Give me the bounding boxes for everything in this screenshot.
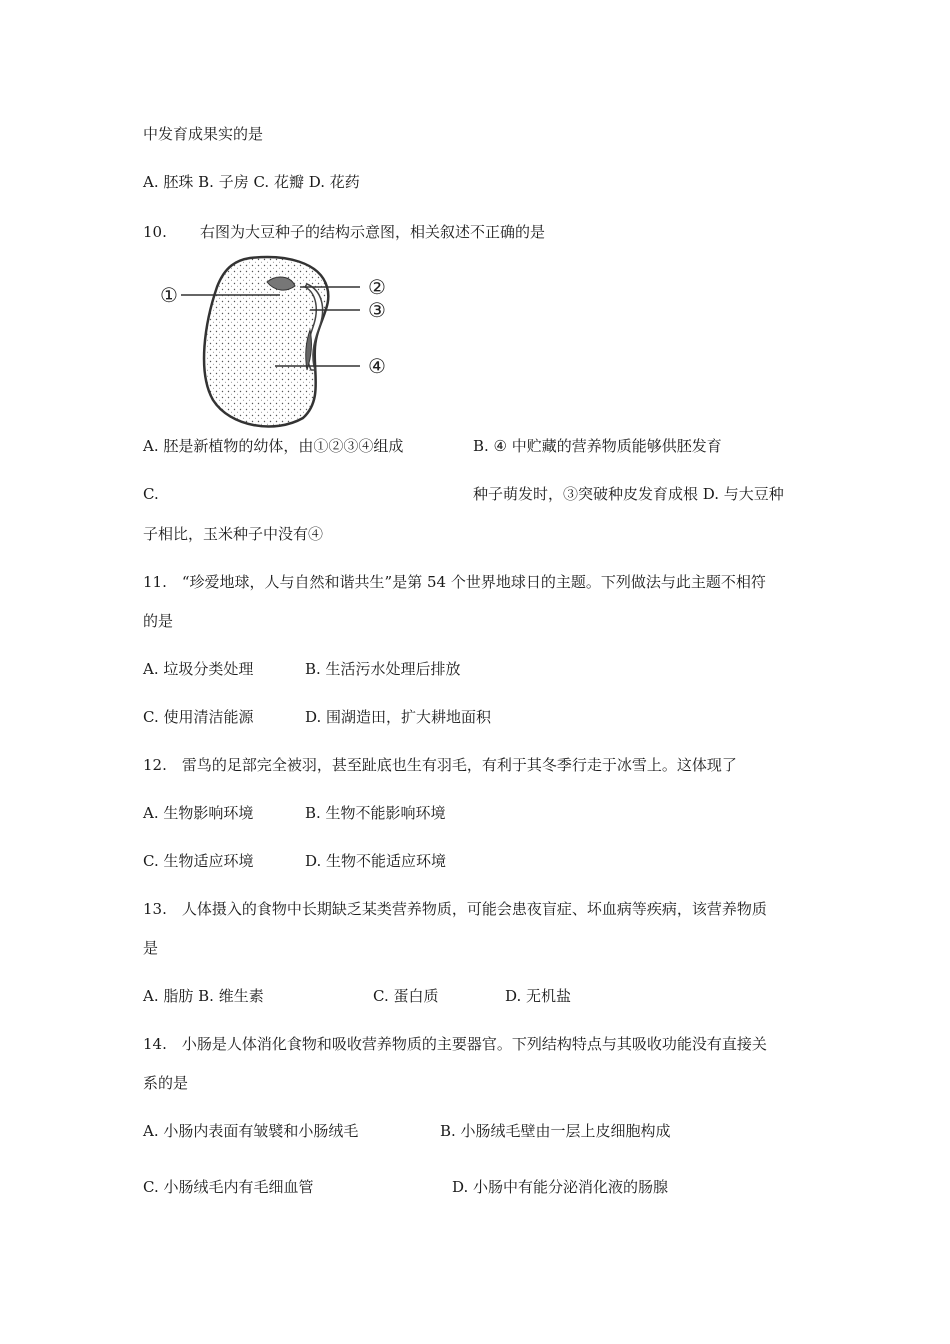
- q13-options-ab: A. 脂肪 B. 维生素: [143, 987, 264, 1005]
- q11-option-a: A. 垃圾分类处理: [143, 660, 254, 678]
- q10-option-b: B. ④ 中贮藏的营养物质能够供胚发育: [473, 437, 722, 455]
- q9-options: A. 胚珠 B. 子房 C. 花瓣 D. 花药: [143, 173, 360, 191]
- q13-option-c: C. 蛋白质: [373, 987, 439, 1005]
- diagram-label-1: ①: [160, 283, 178, 307]
- q13-stem-line1: 13. 人体摄入的食物中长期缺乏某类营养物质，可能会患夜盲症、坏血病等疾病，该营养物质: [143, 900, 767, 918]
- soybean-seed-diagram: [155, 252, 405, 432]
- q12-option-d: D. 生物不能适应环境: [305, 852, 447, 870]
- diagram-label-3: ③: [368, 298, 386, 322]
- q11-option-b: B. 生活污水处理后排放: [305, 660, 461, 678]
- q11-stem-line1: 11. “珍爱地球，人与自然和谐共生”是第 54 个世界地球日的主题。下列做法与此主题不相符: [143, 573, 766, 591]
- q14-stem-line2: 系的是: [143, 1074, 189, 1092]
- diagram-label-2: ②: [368, 275, 386, 299]
- q14-option-b: B. 小肠绒毛壁由一层上皮细胞构成: [440, 1122, 671, 1140]
- q14-option-a: A. 小肠内表面有皱襞和小肠绒毛: [143, 1122, 359, 1140]
- q11-stem-line2: 的是: [143, 612, 174, 630]
- q12-option-b: B. 生物不能影响环境: [305, 804, 446, 822]
- q10-stem: 右图为大豆种子的结构示意图，相关叙述不正确的是: [200, 223, 546, 241]
- q9-continuation: 中发育成果实的是: [143, 125, 264, 143]
- q12-stem: 12. 雷鸟的足部完全被羽，甚至趾底也生有羽毛，有利于其冬季行走于冰雪上。这体现了: [143, 756, 737, 774]
- q13-option-d: D. 无机盐: [505, 987, 572, 1005]
- q14-option-d: D. 小肠中有能分泌消化液的肠腺: [452, 1178, 669, 1196]
- q10-option-d-continuation: 子相比，玉米种子中没有④: [143, 525, 324, 543]
- q11-option-d: D. 围湖造田，扩大耕地面积: [305, 708, 492, 726]
- q10-number: 10.: [143, 223, 167, 241]
- q13-stem-line2: 是: [143, 939, 159, 957]
- q11-option-c: C. 使用清洁能源: [143, 708, 254, 726]
- q12-option-c: C. 生物适应环境: [143, 852, 254, 870]
- q12-option-a: A. 生物影响环境: [143, 804, 254, 822]
- q10-option-c-text: 种子萌发时，③突破种皮发育成根 D. 与大豆种: [473, 485, 784, 503]
- diagram-label-4: ④: [368, 354, 386, 378]
- q14-option-c: C. 小肠绒毛内有毛细血管: [143, 1178, 314, 1196]
- q10-option-c-label: C.: [143, 485, 159, 503]
- q14-stem-line1: 14. 小肠是人体消化食物和吸收营养物质的主要器官。下列结构特点与其吸收功能没有直接关: [143, 1035, 767, 1053]
- q10-option-a: A. 胚是新植物的幼体，由①②③④组成: [143, 437, 404, 455]
